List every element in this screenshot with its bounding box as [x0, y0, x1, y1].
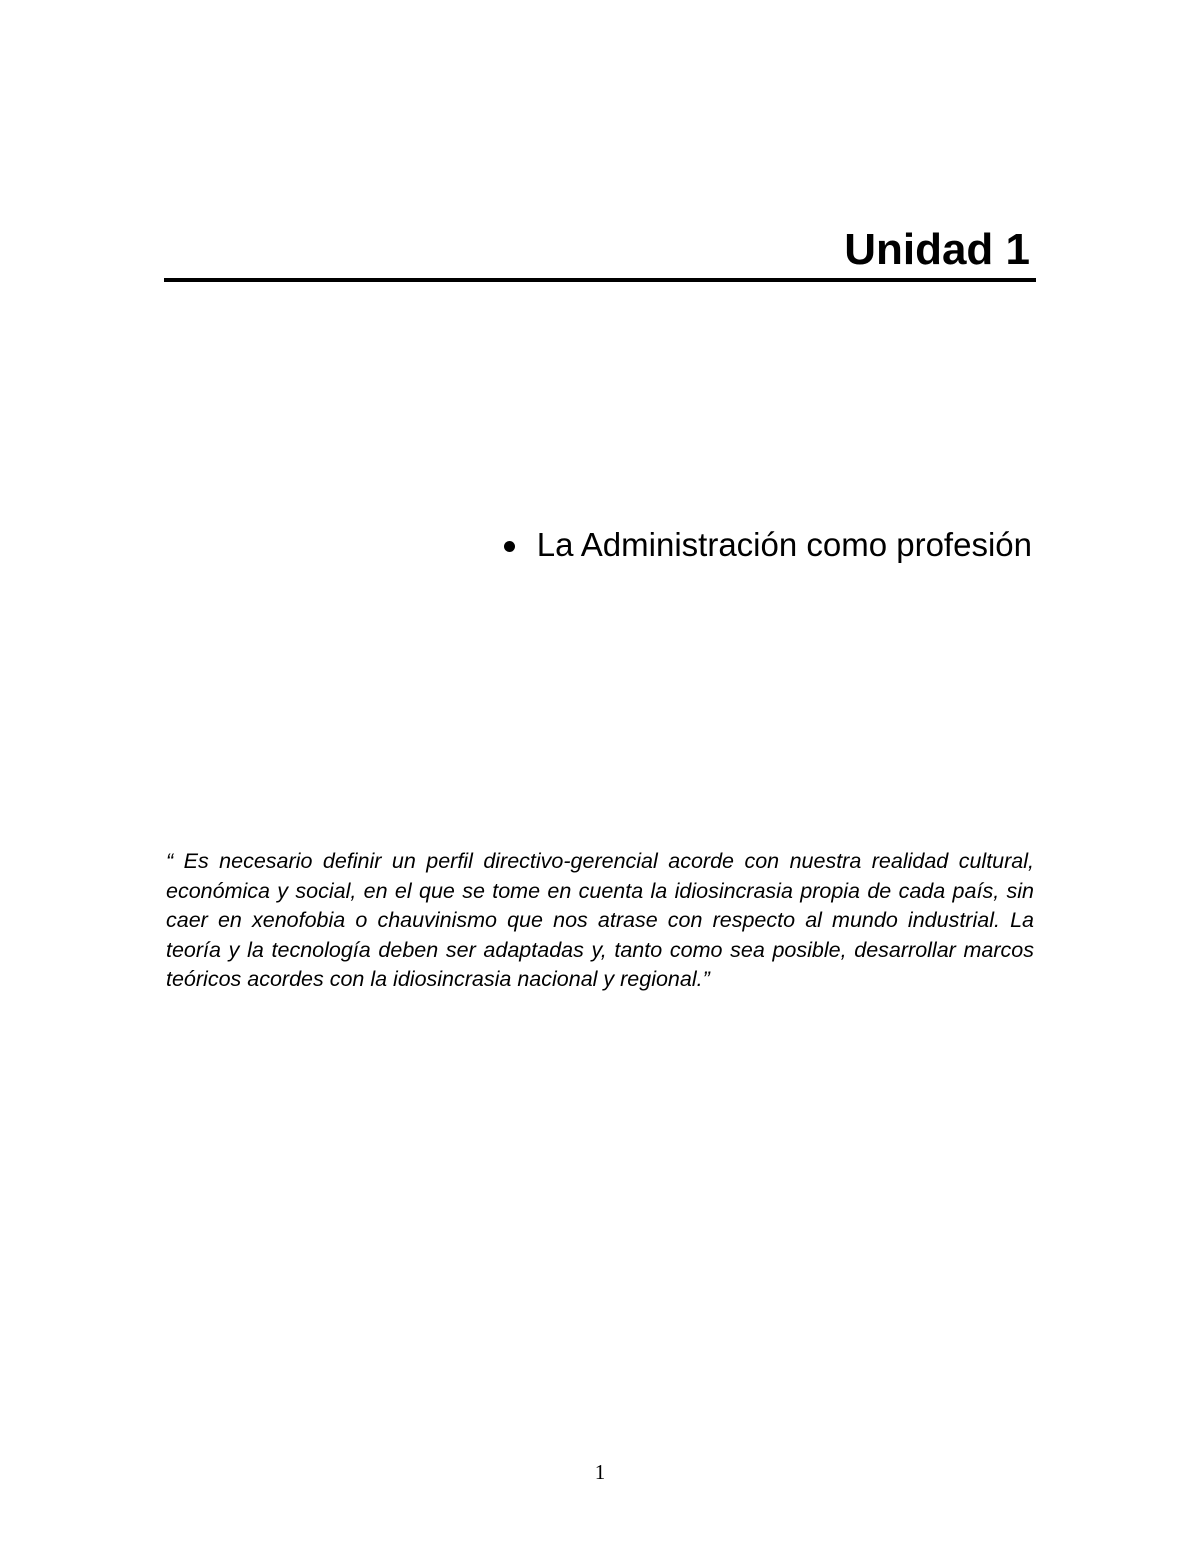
topic-text: La Administración como profesión — [536, 526, 1032, 563]
topic-list-item — [504, 524, 1032, 566]
epigraph-quote: “ Es necesario definir un perfil directivo-gerencial acorde con nuestra realidad cultural, económica y social, en el que se tome en cuenta la idiosincrasia propia de cada país, sin caer en xenofobia o chauvinismo que nos atrase con respecto al mundo industrial. La teoría y la tecnología deben ser adaptadas y, tanto como sea posible, desarrollar marcos teóricos acordes con la idiosincrasia nacional y regional.” — [166, 849, 1034, 992]
unit-title: Unidad 1 — [844, 225, 1030, 274]
bullet-icon — [504, 541, 515, 552]
page-number: 1 — [594, 1460, 606, 1484]
title-divider — [164, 278, 1036, 282]
